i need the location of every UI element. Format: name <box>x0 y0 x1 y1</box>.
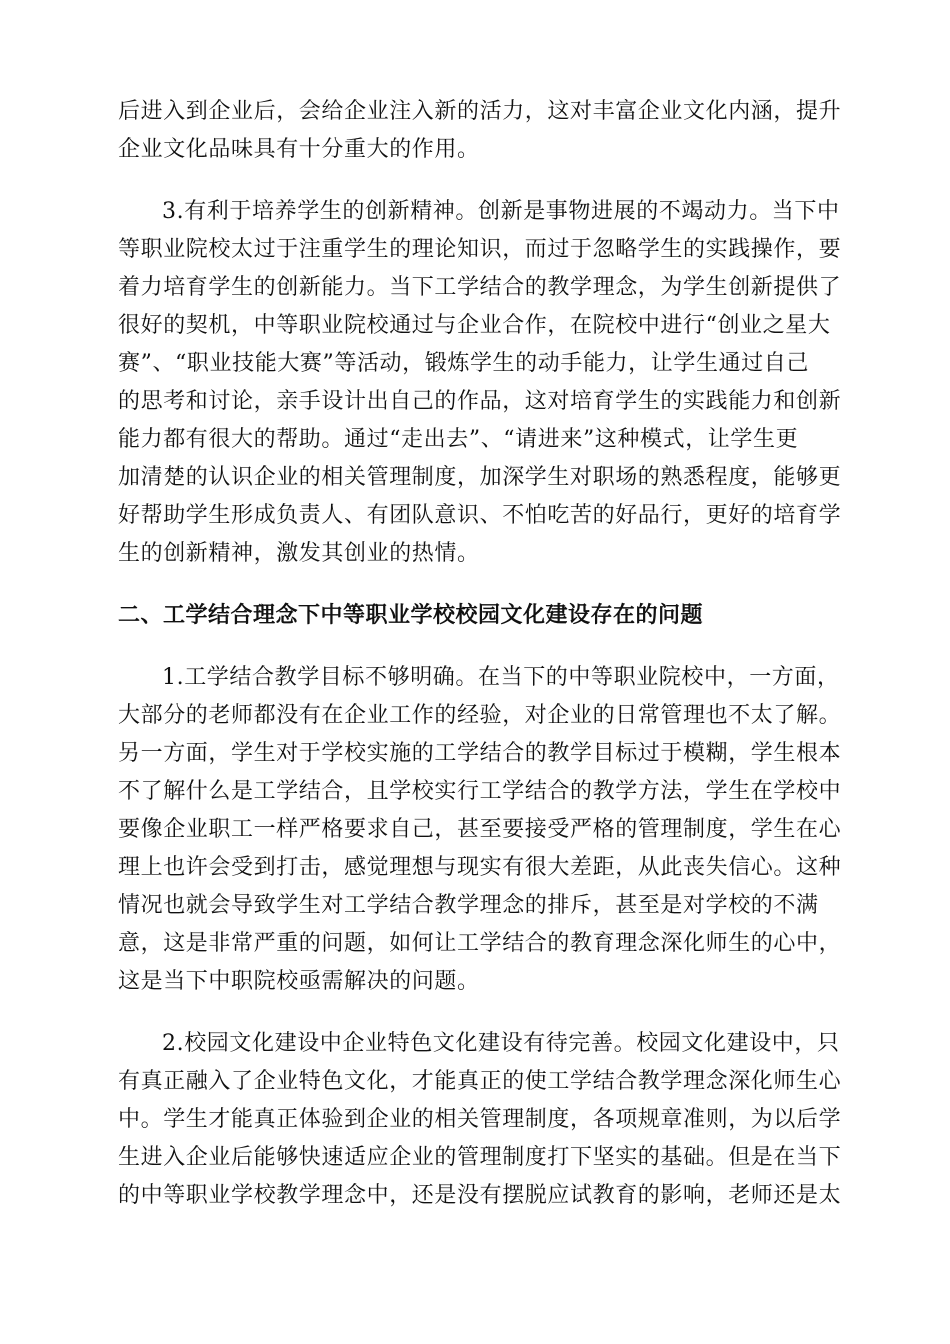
paragraph-line: 理上也许会受到打击，感觉理想与现实有很大差距，从此丧失信心。这种 <box>118 855 842 880</box>
paragraph-line: 能力都有很大的帮助。通过“走出去”、“请进来”这种模式，让学生更 <box>118 427 799 452</box>
paragraph-teaching-goals <box>118 659 842 1001</box>
paragraph-line: 要像企业职工一样严格要求自己，甚至要接受严格的管理制度，学生在心 <box>118 817 842 842</box>
paragraph-continuation <box>118 93 842 169</box>
paragraph-line: 的思考和讨论，亲手设计出自己的作品，这对培育学生的实践能力和创新 <box>118 389 842 414</box>
paragraph-line: 不了解什么是工学结合，且学校实行工学结合的教学方法，学生在学校中 <box>118 779 842 804</box>
paragraph-line: 情况也就会导致学生对工学结合教学理念的排斥，甚至是对学校的不满 <box>118 893 819 918</box>
paragraph-line: 中。学生才能真正体验到企业的相关管理制度，各项规章准则，为以后学 <box>118 1107 842 1132</box>
paragraph-gap <box>118 1001 830 1025</box>
paragraph-line: 有真正融入了企业特色文化，才能真正的使工学结合教学理念深化师生心 <box>118 1069 842 1094</box>
paragraph-gap <box>118 573 830 597</box>
paragraph-enterprise-culture <box>118 1025 842 1215</box>
paragraph-line: 等职业院校太过于注重学生的理论知识，而过于忽略学生的实践操作，要 <box>118 237 842 262</box>
paragraph-line: 着力培育学生的创新能力。当下工学结合的教学理念，为学生创新提供了 <box>118 275 842 300</box>
paragraph-line: 后进入到企业后，会给企业注入新的活力，这对丰富企业文化内涵，提升 <box>118 99 842 124</box>
paragraph-line: 生的创新精神，激发其创业的热情。 <box>118 541 480 566</box>
paragraph-line: 很好的契机，中等职业院校通过与企业合作，在院校中进行“创业之星大 <box>118 313 831 338</box>
paragraph-line: 企业文化品味具有十分重大的作用。 <box>118 137 480 162</box>
paragraph-line: 生进入企业后能够快速适应企业的管理制度打下坚实的基础。但是在当下 <box>118 1145 842 1170</box>
paragraph-line: 1.工学结合教学目标不够明确。在当下的中等职业院校中，一方面， <box>162 665 840 690</box>
paragraph-line: 另一方面，学生对于学校实施的工学结合的教学目标过于模糊，学生根本 <box>118 741 842 766</box>
paragraph-line: 加清楚的认识企业的相关管理制度，加深学生对职场的熟悉程度，能够更 <box>118 465 842 490</box>
section-heading: 二、工学结合理念下中等职业学校校园文化建设存在的问题 <box>118 603 704 628</box>
paragraph-line: 的中等职业学校教学理念中，还是没有摆脱应试教育的影响，老师还是太 <box>118 1183 842 1208</box>
paragraph-line: 2.校园文化建设中企业特色文化建设有待完善。校园文化建设中，只 <box>162 1031 840 1056</box>
paragraph-line: 赛”、“职业技能大赛”等活动，锻炼学生的动手能力，让学生通过自己 <box>118 351 809 376</box>
document-body <box>118 93 842 1215</box>
paragraph-gap <box>118 169 830 193</box>
paragraph-gap <box>118 635 830 659</box>
paragraph-line: 3.有利于培养学生的创新精神。创新是事物进展的不竭动力。当下中 <box>162 199 840 224</box>
paragraph-line: 好帮助学生形成负责人、有团队意识、不怕吃苦的好品行，更好的培育学 <box>118 503 842 528</box>
paragraph-innovation-spirit <box>118 193 842 573</box>
paragraph-line: 这是当下中职院校亟需解决的问题。 <box>118 969 480 994</box>
paragraph-line: 大部分的老师都没有在企业工作的经验，对企业的日常管理也不太了解。 <box>118 703 842 728</box>
paragraph-line: 意，这是非常严重的问题，如何让工学结合的教育理念深化师生的心中， <box>118 931 842 956</box>
